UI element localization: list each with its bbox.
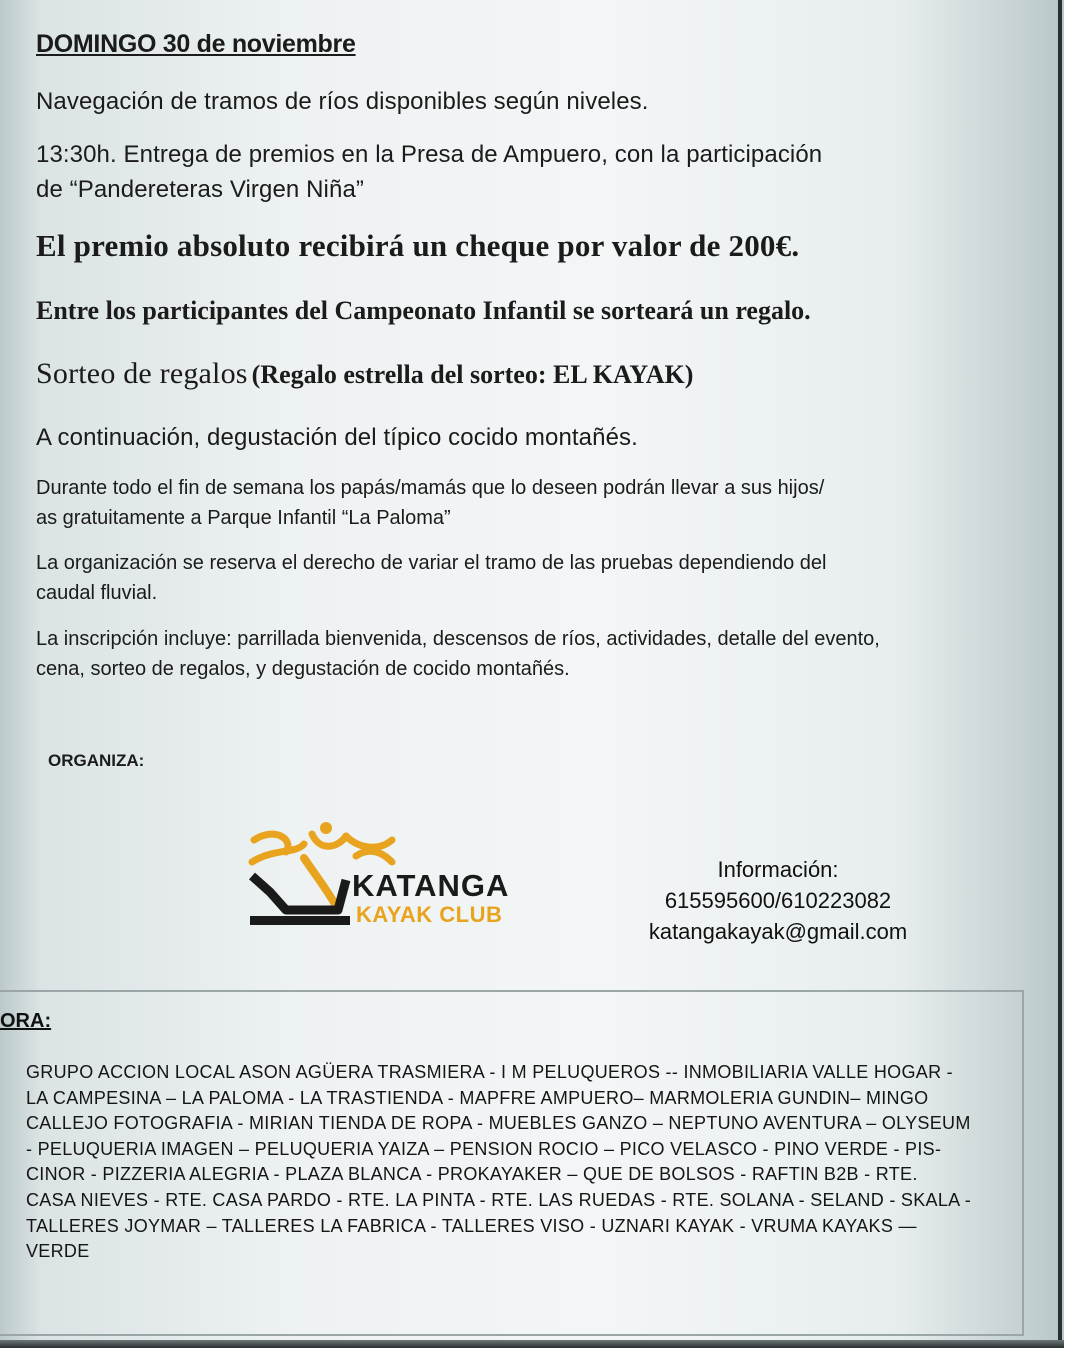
sponsor-line: - PELUQUERIA IMAGEN – PELUQUERIA YAIZA – PENSION ROCIO – PICO VELASCO - PINO VERDE - PIS- (26, 1138, 942, 1159)
page-right-border (1058, 0, 1062, 1348)
sponsor-line: CALLEJO FOTOGRAFIA - MIRIAN TIENDA DE ROPA - MUEBLES GANZO – NEPTUNO AVENTURA – OLYSEUM (26, 1113, 971, 1134)
navigation-paragraph: Navegación de tramos de ríos disponibles según niveles. (36, 88, 649, 115)
info-title: Información: (717, 857, 839, 882)
note-line: Durante todo el fin de semana los papás/mamás que lo deseen podrán llevar a sus hijos/ (36, 477, 825, 499)
parque-infantil-note (36, 473, 1026, 533)
raffle-main-text: Sorteo de regalos (36, 357, 248, 390)
note-line: La inscripción incluye: parrillada bienvenida, descensos de ríos, actividades, detalle del evento, (36, 628, 880, 650)
children-prize-text: Entre los participantes del Campeonato Infantil se sorteará un regalo. (36, 296, 811, 325)
absolute-prize-text: El premio absoluto recibirá un cheque por valor de 200€. (36, 228, 800, 263)
sponsor-line: VERDE (26, 1241, 90, 1262)
logo-name-text: KATANGA (352, 868, 510, 903)
contact-info (628, 854, 928, 947)
sponsor-line: CINOR - PIZZERIA ALEGRIA - PLAZA BLANCA - PROKAYAKER – QUE DE BOLSOS - RAFTIN B2B - RTE. (26, 1164, 918, 1185)
note-line: La organización se reserva el derecho de variar el tramo de las pruebas dependiendo del (36, 552, 827, 574)
sponsor-line: CASA NIEVES - RTE. CASA PARDO - RTE. LA PINTA - RTE. LAS RUEDAS - RTE. SOLANA - SELAND - SKALA - (26, 1189, 972, 1210)
sponsor-line: LA CAMPESINA – LA PALOMA - LA TRASTIENDA - MAPFRE AMPUERO– MARMOLERIA GUNDIN– MINGO (26, 1087, 929, 1108)
date-heading: DOMINGO 30 de noviembre (36, 30, 356, 58)
raffle-sub-text: (Regalo estrella del sorteo: EL KAYAK) (251, 360, 694, 389)
email-link[interactable]: katangakayak@gmail.com (648, 919, 908, 944)
logo-sub-text: KAYAK CLUB (356, 902, 503, 927)
sponsor-line: GRUPO ACCION LOCAL ASON AGÜERA TRASMIERA - I M PELUQUEROS -- INMOBILIARIA VALLE HOGAR - (26, 1062, 953, 1082)
phone-numbers: 615595600/610223082 (664, 888, 892, 913)
cocido-text: A continuación, degustación del típico cocido montañés. (36, 424, 638, 451)
organization-note (36, 548, 1026, 608)
sponsors-label: ORA: (0, 1010, 52, 1032)
awards-paragraph-line-1: 13:30h. Entrega de premios en la Presa de Ampuero, con la participación (36, 141, 823, 168)
note-line: cena, sorteo de regalos, y degustación de cocido montañés. (36, 658, 570, 680)
registration-note (36, 624, 1026, 684)
note-line: as gratuitamente a Parque Infantil “La Paloma” (36, 507, 451, 529)
raffle-line (36, 357, 693, 391)
note-line: caudal fluvial. (36, 582, 158, 604)
page-bottom-border (0, 1340, 1064, 1348)
sponsor-line: TALLERES JOYMAR – TALLERES LA FABRICA - TALLERES VISO - UZNARI KAYAK - VRUMA KAYAKS — (26, 1215, 917, 1236)
awards-paragraph-line-2: de “Pandereteras Virgen Niña” (36, 176, 364, 203)
sponsors-list (26, 1060, 1008, 1265)
organiza-label: ORGANIZA: (48, 751, 145, 770)
